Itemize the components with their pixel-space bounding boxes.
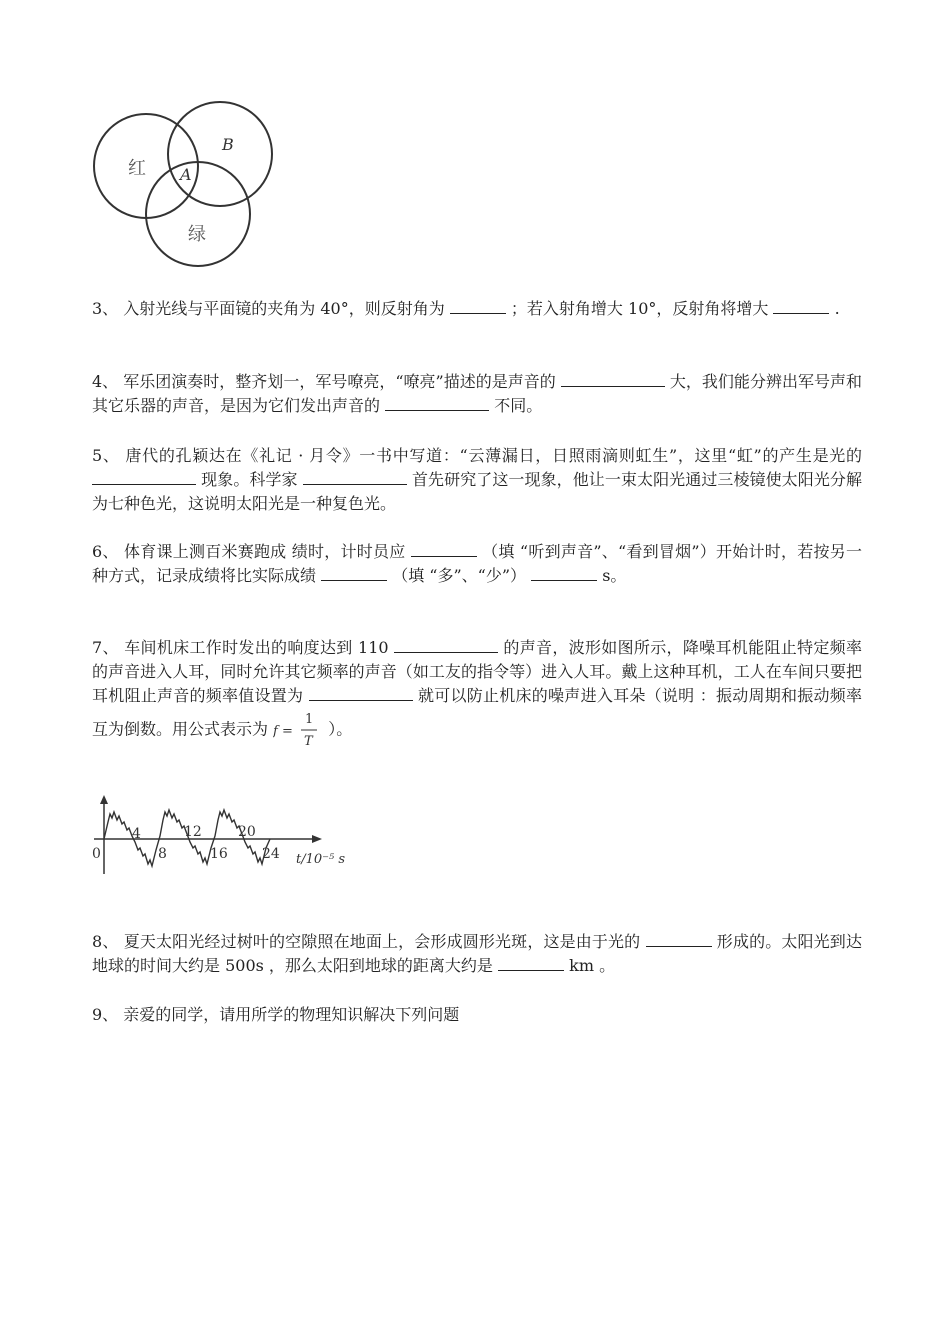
tick-label-16: 16: [210, 846, 228, 862]
question-6: [92, 540, 862, 588]
t-axis-label: t/10⁻⁵ s: [296, 852, 346, 867]
t-axis-arrow: [312, 835, 322, 843]
q7-blank-2[interactable]: [309, 684, 413, 701]
q8-text-2: 形成的。太阳光到达地球的时间大约是 500s ，那么太阳到地球的距离大约是: [92, 932, 862, 975]
y-axis-arrow: [100, 795, 108, 804]
q7-text-3: 就可以防止机床的噪声进入耳朵（说明 ：振动周期和振动频率互为倒数。用公式表示为: [92, 686, 862, 739]
red-label: 红: [128, 158, 146, 179]
q3-number: 3、: [92, 299, 119, 318]
question-4: [92, 370, 862, 418]
q6-number: 6、: [92, 542, 119, 561]
green-label: 绿: [188, 224, 206, 245]
question-3: [92, 297, 862, 321]
q5-text-1: 唐代的孔颖达在《礼记 · 月令》一书中写道：“云薄漏日，日照雨滴则虹生”，这里“虹”的产生是光的: [125, 446, 862, 465]
tick-label-24: 24: [262, 846, 280, 862]
question-8: [92, 930, 862, 978]
q7-text-2: 的声音，波形如图所示，降噪耳机能阻止特定频率的声音进入人耳，同时允许其它频率的声音（如工友的指令等）进入人耳。戴上这种耳机，工人在车间只要把耳机阻止声音的频率值设置为: [92, 638, 862, 705]
q5-text-2: 现象。科学家: [201, 470, 298, 489]
q3-blank-1[interactable]: [450, 297, 506, 314]
q4-text-3: 不同。: [494, 396, 543, 415]
q6-text-4: s。: [602, 566, 627, 585]
q4-text-1: 军乐团演奏时，整齐划一，军号嘹亮，“嘹亮”描述的是声音的: [123, 372, 556, 391]
formula-numerator: 1: [305, 712, 314, 727]
q6-text-2: （填 “听到声音”、“看到冒烟”）开始计时，若按另一种方式，记录成绩将比实际成绩: [92, 542, 862, 585]
b-circle: [168, 102, 272, 206]
a-label: A: [180, 165, 192, 184]
q8-text-1: 夏天太阳光经过树叶的空隙照在地面上，会形成圆形光斑，这是由于光的: [123, 932, 641, 951]
q7-text-1: 车间机床工作时发出的响度达到 110: [124, 638, 389, 657]
question-7: [92, 636, 862, 752]
q4-blank-1[interactable]: [561, 370, 665, 387]
tick-label-20: 20: [238, 824, 256, 840]
tick-label-12: 12: [184, 824, 202, 840]
frequency-formula: [273, 708, 323, 752]
q6-blank-2[interactable]: [321, 564, 387, 581]
q6-blank-3[interactable]: [531, 564, 597, 581]
q3-text-2: ；若入射角增大 10°，反射角将增大: [510, 299, 769, 318]
noise-waveform-graph: [86, 792, 356, 878]
formula-f: f =: [273, 724, 293, 739]
green-circle: [146, 162, 250, 266]
question-5: [92, 444, 862, 516]
q5-number: 5、: [92, 446, 120, 465]
q7-blank-1[interactable]: [394, 636, 498, 653]
q4-text-2: 大，我们能分辨出军号声和其它乐器的声音，是因为它们发出声音的: [92, 372, 862, 415]
q8-blank-2[interactable]: [498, 954, 564, 971]
question-9: [92, 1003, 862, 1027]
q9-number: 9、: [92, 1005, 119, 1024]
tick-label-4: 4: [132, 826, 141, 842]
q3-blank-2[interactable]: [773, 297, 829, 314]
q5-text-3: 首先研究了这一现象，他让一束太阳光通过三棱镜使太阳光分解为七种色光，这说明太阳光是一种复色光。: [92, 470, 862, 513]
q6-blank-1[interactable]: [411, 540, 477, 557]
q8-blank-1[interactable]: [646, 930, 712, 947]
q5-blank-1[interactable]: [92, 468, 196, 485]
q3-text-1: 入射光线与平面镜的夹角为 40°，则反射角为: [123, 299, 445, 318]
q8-text-3: km 。: [569, 956, 616, 975]
color-venn-diagram: [88, 100, 288, 270]
q4-number: 4、: [92, 372, 119, 391]
q6-text-3: （填 “多”、“少”）: [392, 566, 527, 585]
q7-text-4: ）。: [328, 719, 353, 739]
q4-blank-2[interactable]: [385, 394, 489, 411]
q9-text-1: 亲爱的同学，请用所学的物理知识解决下列问题: [123, 1005, 460, 1024]
tick-label-8: 8: [158, 846, 167, 862]
q3-text-3: .: [834, 299, 840, 318]
formula-denominator: T: [304, 734, 313, 749]
q7-number: 7、: [92, 638, 119, 657]
origin-label: 0: [92, 846, 101, 862]
q6-text-1: 体育课上测百米赛跑成 绩时，计时员应: [124, 542, 406, 561]
q5-blank-2[interactable]: [303, 468, 407, 485]
formula-graphic: [273, 708, 323, 752]
b-label: B: [222, 135, 234, 154]
q8-number: 8、: [92, 932, 119, 951]
